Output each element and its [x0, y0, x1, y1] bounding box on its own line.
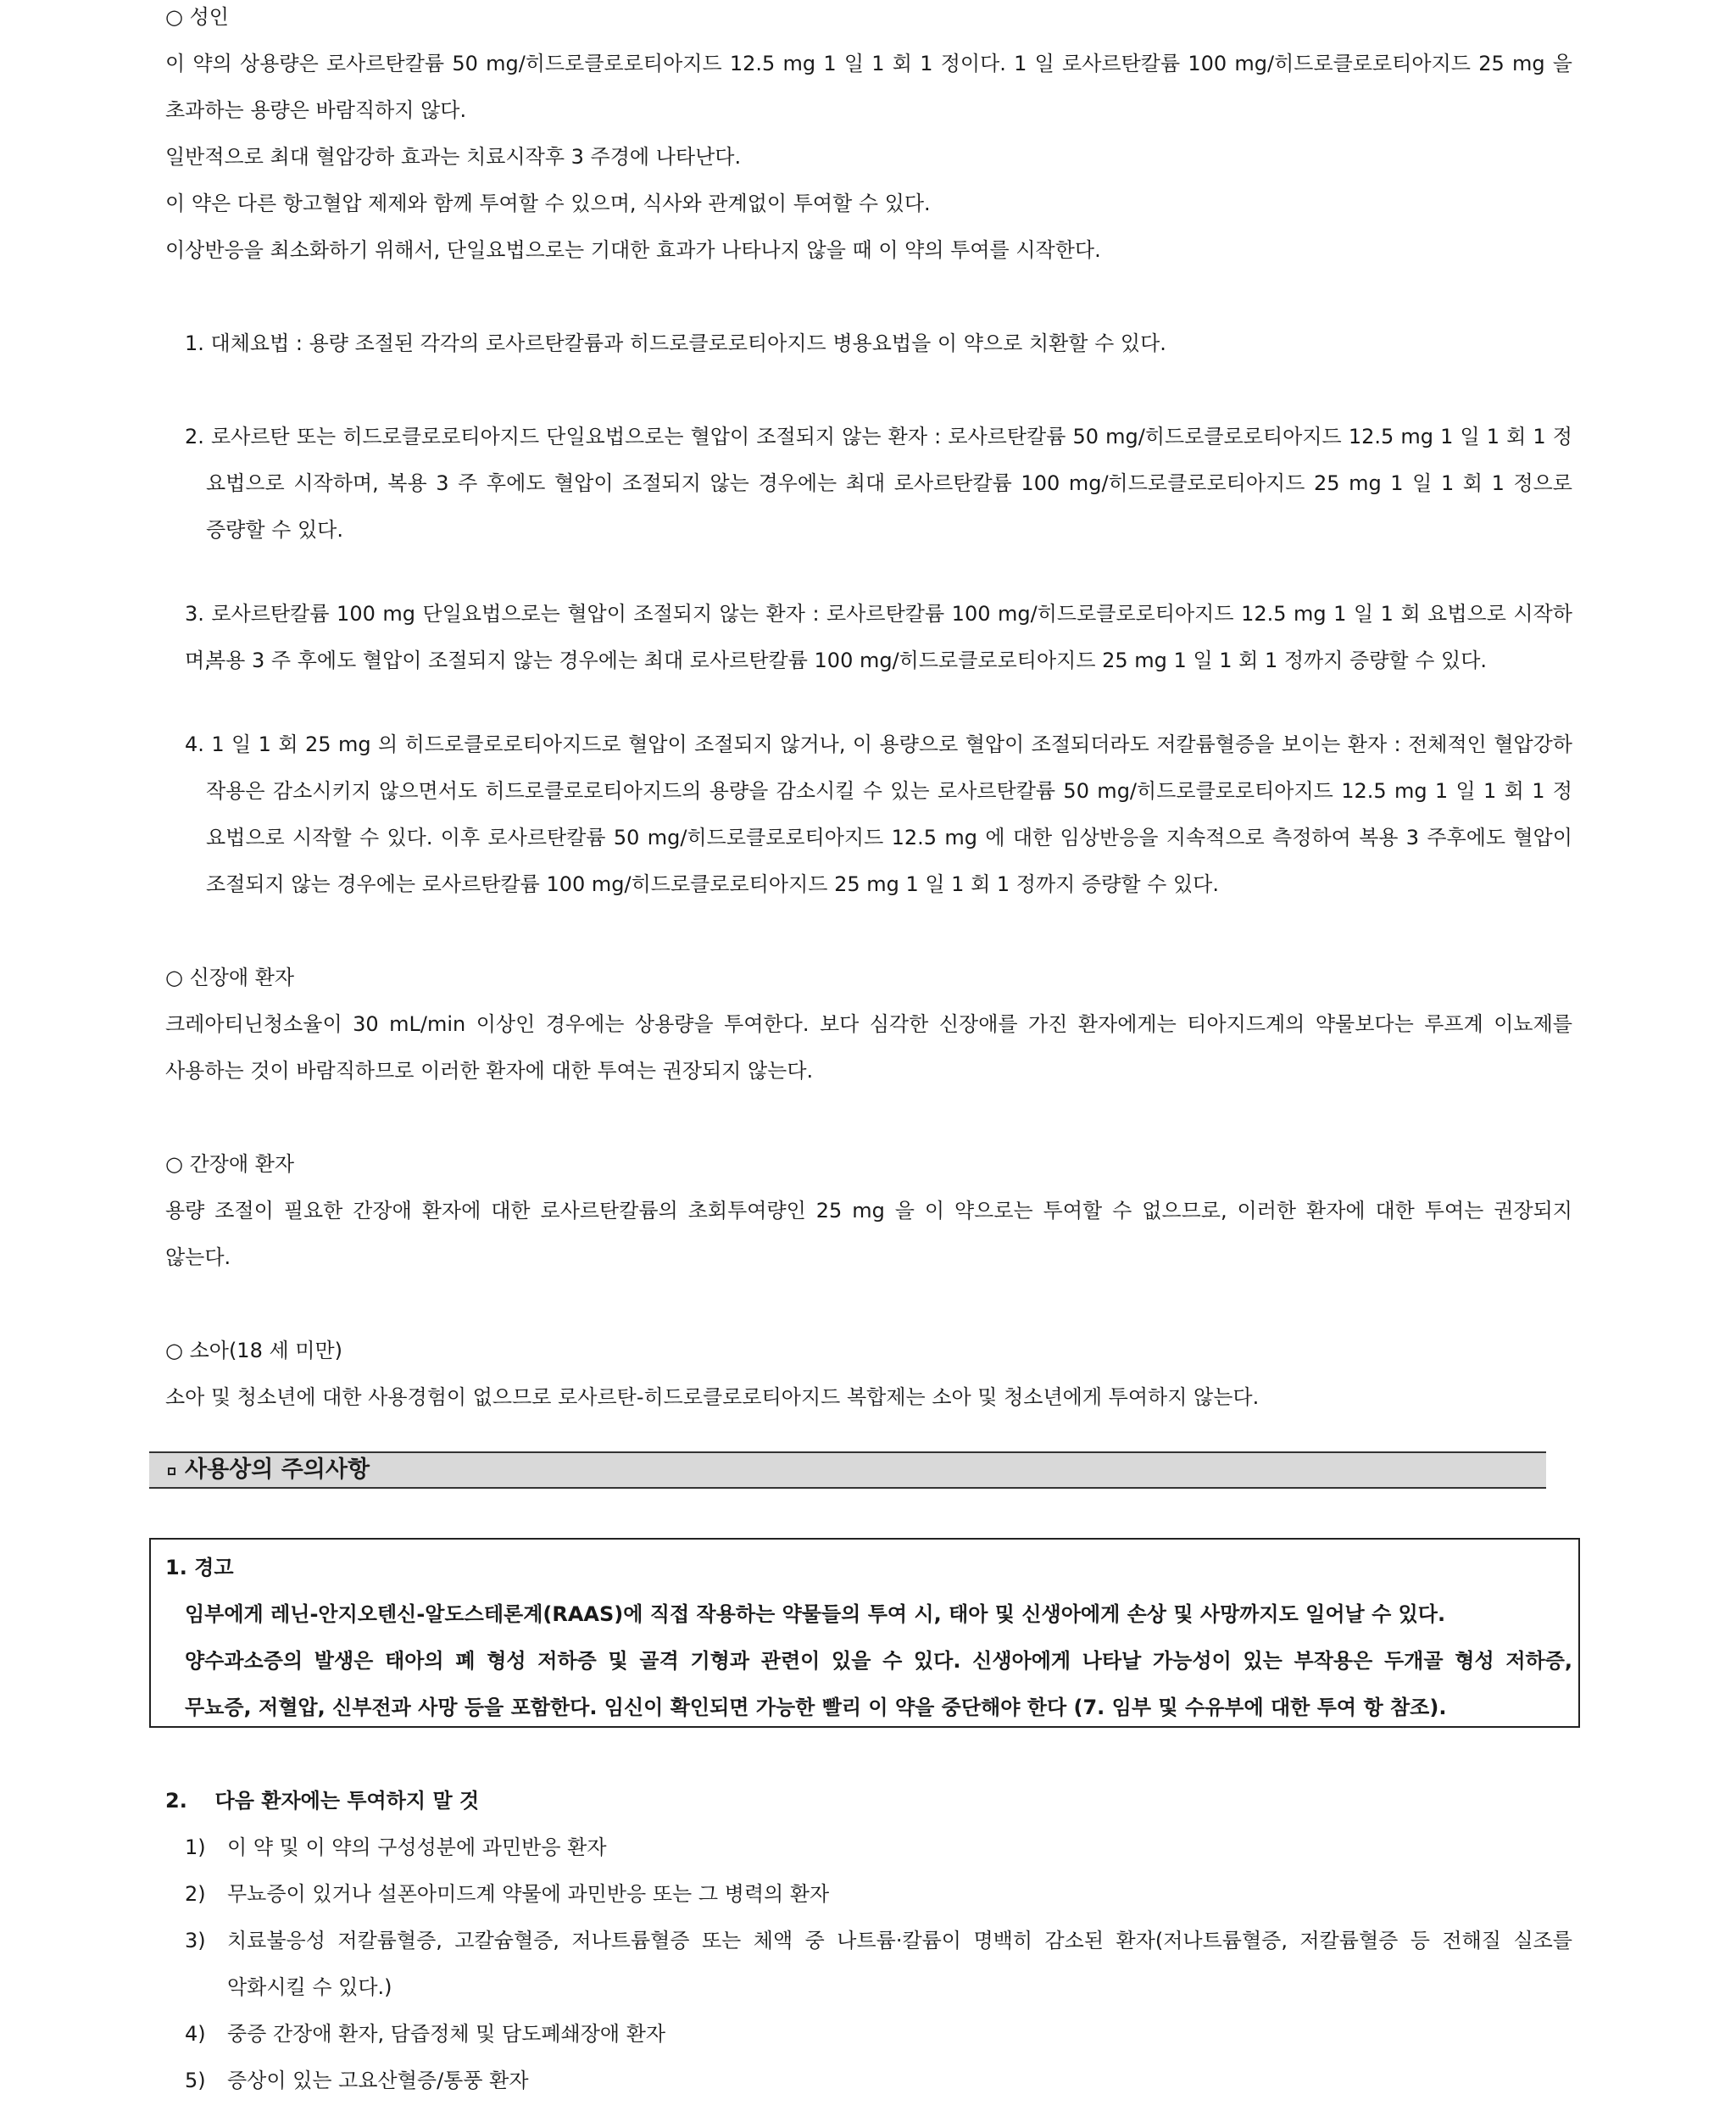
contra-item-number: 2)	[185, 1882, 206, 1906]
contra-item-text: 증상이 있는 고요산혈증/통풍 환자	[227, 2069, 529, 2092]
renal-line-2: 사용하는 것이 바람직하므로 이러한 환자에 대한 투여는 권장되지 않는다.	[165, 1059, 814, 1083]
contra-item	[185, 1871, 1572, 1918]
adult-paragraph-1-line-2: 초과하는 용량은 바람직하지 않다.	[165, 98, 467, 122]
contra-item-text: 치료불응성 저칼륨혈증, 고칼슘혈증, 저나트륨혈증 또는 체액 중 나트륨·칼륨이 명백히 감소된 환자(저나트륨혈증, 저칼륨혈증 등 전해질 실조를	[227, 1929, 1572, 1952]
contra-item-number: 4)	[185, 2022, 206, 2046]
contra-item-continuation: 악화시킬 수 있다.)	[227, 1975, 392, 1999]
dosage-item-2-line-2: 요법으로 시작하며, 복용 3 주 후에도 혈압이 조절되지 않는 경우에는 최대 로사르탄칼륨 100 mg/히드로클로로티아지드 25 mg 1 일 1 회 1 정으로	[206, 471, 1572, 495]
precautions-section-header	[149, 1451, 1546, 1489]
contra-item-text: 무뇨증이 있거나 설폰아미드계 약물에 과민반응 또는 그 병력의 환자	[227, 1882, 830, 1906]
pediatric-line-1: 소아 및 청소년에 대한 사용경험이 없으므로 로사르탄-히드로클로로티아지드 복합제는 소아 및 청소년에게 투여하지 않는다.	[165, 1385, 1260, 1409]
warning-line-1: 임부에게 레닌-안지오텐신-알도스테론계(RAAS)에 직접 작용하는 약물들의 투여 시, 태아 및 신생아에게 손상 및 사망까지도 일어날 수 있다.	[185, 1602, 1446, 1626]
hepatic-line-1: 용량 조절이 필요한 간장애 환자에 대한 로사르탄칼륨의 초회투여량인 25 mg 을 이 약으로는 투여할 수 없으므로, 이러한 환자에 대한 투여는 권장되지	[165, 1199, 1572, 1223]
warning-heading: 1. 경고	[165, 1556, 234, 1579]
contraindications-heading: 다음 환자에는 투여하지 말 것	[214, 1789, 480, 1813]
hepatic-line-2: 않는다.	[165, 1245, 231, 1269]
contra-item-number: 5)	[185, 2069, 206, 2092]
contra-item	[185, 2058, 1572, 2104]
contra-item	[185, 1824, 1572, 1871]
contra-item-text: 중증 간장애 환자, 담즙정체 및 담도폐쇄장애 환자	[227, 2022, 666, 2046]
contraindications-heading-row	[165, 1778, 1572, 1824]
dosage-item-4-line-4: 조절되지 않는 경우에는 로사르탄칼륨 100 mg/히드로클로로티아지드 25 mg 1 일 1 회 1 정까지 증량할 수 있다.	[206, 872, 1219, 896]
dosage-item-4-line-2: 작용은 감소시키지 않으면서도 히드로클로로티아지드의 용량을 감소시킬 수 있는 로사르탄칼륨 50 mg/히드로클로로티아지드 12.5 mg 1 일 1 회 1 정	[206, 779, 1572, 803]
adult-paragraph-2: 일반적으로 최대 혈압강하 효과는 치료시작후 3 주경에 나타난다.	[165, 145, 742, 169]
square-bullet-icon	[168, 1468, 175, 1475]
contra-item-number: 3)	[185, 1929, 206, 1952]
warning-line-2: 양수과소증의 발생은 태아의 폐 형성 저하증 및 골격 기형과 관련이 있을 수 있다. 신생아에게 나타날 가능성이 있는 부작용은 두개골 형성 저하증,	[185, 1649, 1572, 1673]
dosage-item-4-line-3: 요법으로 시작할 수 있다. 이후 로사르탄칼륨 50 mg/히드로클로로티아지드 12.5 mg 에 대한 임상반응을 지속적으로 측정하여 복용 3 주후에도 혈압이	[206, 826, 1572, 849]
adult-paragraph-3: 이 약은 다른 항고혈압 제제와 함께 투여할 수 있으며, 식사와 관계없이 투여할 수 있다.	[165, 192, 931, 215]
dosage-item-4-line-1: 4. 1 일 1 회 25 mg 의 히드로클로로티아지드로 혈압이 조절되지 않거나, 이 용량으로 혈압이 조절되더라도 저칼륨혈증을 보이는 환자 : 전체적인 혈압강하	[185, 732, 1572, 756]
section-title: 사용상의 주의사항	[185, 1457, 370, 1483]
renal-heading: ○ 신장애 환자	[165, 966, 295, 989]
dosage-item-3-line-1: 3. 로사르탄칼륨 100 mg 단일요법으로는 혈압이 조절되지 않는 환자 : 로사르탄칼륨 100 mg/히드로클로로티아지드 12.5 mg 1 일 1 회 요법으로 시작하며,	[185, 602, 1572, 672]
adult-paragraph-1-line-1: 이 약의 상용량은 로사르탄칼륨 50 mg/히드로클로로티아지드 12.5 mg 1 일 1 회 1 정이다. 1 일 로사르탄칼륨 100 mg/히드로클로로티아지드 25 mg 을	[165, 52, 1572, 75]
dosage-item-2-line-1: 2. 로사르탄 또는 히드로클로로티아지드 단일요법으로는 혈압이 조절되지 않는 환자 : 로사르탄칼륨 50 mg/히드로클로로티아지드 12.5 mg 1 일 1 회 1 정	[185, 425, 1572, 448]
contraindications-number: 2.	[165, 1789, 187, 1813]
hepatic-heading: ○ 간장애 환자	[165, 1152, 295, 1176]
dosage-item-1: 1. 대체요법 : 용량 조절된 각각의 로사르탄칼륨과 히드로클로로티아지드 병용요법을 이 약으로 치환할 수 있다.	[185, 331, 1166, 355]
adult-heading: ○ 성인	[165, 5, 229, 29]
dosage-item-3-line-2: 복용 3 주 후에도 혈압이 조절되지 않는 경우에는 최대 로사르탄칼륨 100 mg/히드로클로로티아지드 25 mg 1 일 1 회 1 정까지 증량할 수 있다.	[206, 649, 1488, 672]
contra-item	[185, 2011, 1572, 2058]
warning-line-3: 무뇨증, 저혈압, 신부전과 사망 등을 포함한다. 임신이 확인되면 가능한 빨리 이 약을 중단해야 한다 (7. 임부 및 수유부에 대한 투여 항 참조).	[185, 1696, 1447, 1719]
contra-item-text: 이 약 및 이 약의 구성성분에 과민반응 환자	[227, 1835, 607, 1859]
adult-paragraph-4: 이상반응을 최소화하기 위해서, 단일요법으로는 기대한 효과가 나타나지 않을 때 이 약의 투여를 시작한다.	[165, 238, 1101, 262]
pediatric-heading: ○ 소아(18 세 미만)	[165, 1339, 343, 1362]
renal-line-1: 크레아티닌청소율이 30 mL/min 이상인 경우에는 상용량을 투여한다. 보다 심각한 신장애를 가진 환자에게는 티아지드계의 약물보다는 루프계 이뇨제를	[165, 1012, 1572, 1036]
dosage-item-2-line-3: 증량할 수 있다.	[206, 518, 343, 542]
contra-item	[185, 1918, 1572, 1964]
contra-item-number: 1)	[185, 1835, 206, 1859]
